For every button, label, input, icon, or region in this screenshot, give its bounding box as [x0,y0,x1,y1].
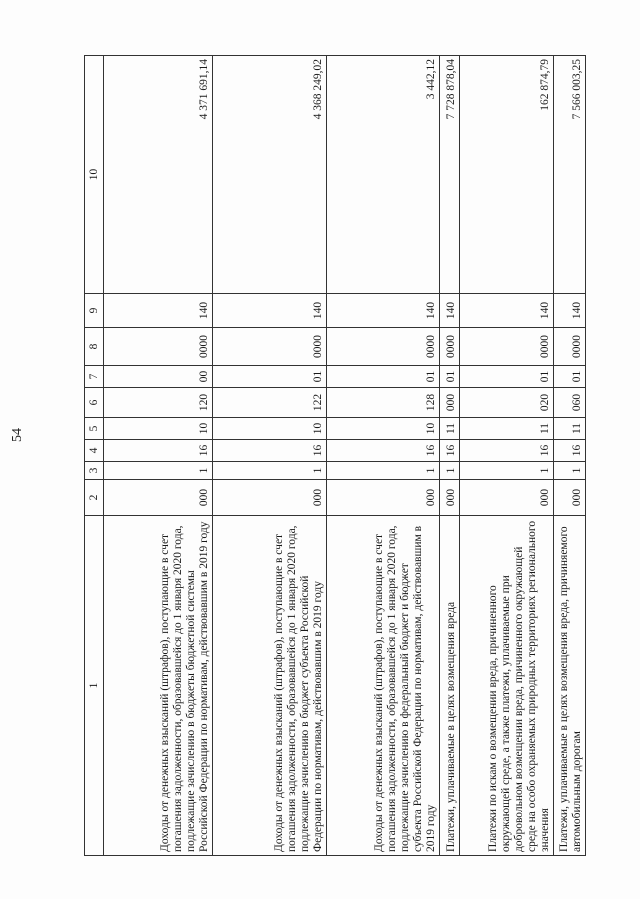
column-header: 1 [85,516,104,856]
code-group: 1 [327,462,440,480]
code-admin: 000 [460,480,554,516]
code-group: 1 [460,462,554,480]
code-subgroup: 16 [460,440,554,462]
row-amount: 4 371 691,14 [104,56,213,294]
page-number: 54 [10,428,25,442]
row-description: Доходы от денежных взысканий (штрафов), поступающие в счет погашения задолженности, образовавшейся до 1 января 2020 года, подлежащие зачислению в бюджет субъекта Российской Федерации по нормативам, действовавшим в 2019 году [213,516,327,856]
column-header: 2 [85,480,104,516]
row-amount: 3 442,12 [327,56,440,294]
code-kosgu: 140 [327,294,440,328]
code-program: 0000 [213,328,327,366]
row-amount: 4 368 249,02 [213,56,327,294]
table-row [460,56,554,856]
table-row [213,56,327,856]
row-description: Платежи, уплачиваемые в целях возмещения вреда [440,516,460,856]
column-header: 8 [85,328,104,366]
code-kosgu: 140 [554,294,586,328]
code-article: 10 [104,418,213,440]
code-element: 01 [440,366,460,388]
row-description: Платежи по искам о возмещении вреда, причиненного окружающей среде, а также платежи, уплачиваемые при добровольном возмещении вреда, причиненного окружающей среде на особо охраняемых природных территориях регионального значения [460,516,554,856]
row-description: Платежи, уплачиваемые в целях возмещения вреда, причиняемого автомобильным дорогам [554,516,586,856]
budget-revenue-table [84,55,586,856]
table-row [104,56,213,856]
code-subgroup: 16 [327,440,440,462]
code-group: 1 [440,462,460,480]
code-program: 0000 [460,328,554,366]
code-subgroup: 16 [213,440,327,462]
code-admin: 000 [327,480,440,516]
code-group: 1 [554,462,586,480]
table-row [554,56,586,856]
code-group: 1 [213,462,327,480]
code-subarticle: 122 [213,388,327,418]
code-kosgu: 140 [213,294,327,328]
code-program: 0000 [104,328,213,366]
code-group: 1 [104,462,213,480]
code-subarticle: 020 [460,388,554,418]
code-element: 01 [554,366,586,388]
code-program: 0000 [327,328,440,366]
code-subarticle: 000 [440,388,460,418]
code-element: 01 [213,366,327,388]
code-subarticle: 120 [104,388,213,418]
column-header: 10 [85,56,104,294]
budget-table-container [84,56,582,856]
code-article: 10 [327,418,440,440]
code-admin: 000 [554,480,586,516]
code-article: 11 [440,418,460,440]
column-header: 4 [85,440,104,462]
table-row [327,56,440,856]
row-description: Доходы от денежных взысканий (штрафов), поступающие в счет погашения задолженности, образовавшейся до 1 января 2020 года, подлежащие зачислению в бюджеты бюджетной системы Российской Федерации по нормативам, действовавшим в 2019 году [104,516,213,856]
column-header: 6 [85,388,104,418]
code-admin: 000 [440,480,460,516]
row-amount: 7 566 003,25 [554,56,586,294]
column-number-row [85,56,104,856]
table-row [440,56,460,856]
code-subgroup: 16 [554,440,586,462]
code-subgroup: 16 [440,440,460,462]
code-subarticle: 128 [327,388,440,418]
code-program: 0000 [440,328,460,366]
code-element: 01 [460,366,554,388]
code-kosgu: 140 [440,294,460,328]
code-article: 11 [554,418,586,440]
code-program: 0000 [554,328,586,366]
code-article: 11 [460,418,554,440]
code-subgroup: 16 [104,440,213,462]
row-description: Доходы от денежных взысканий (штрафов), поступающие в счет погашения задолженности, образовавшейся до 1 января 2020 года, подлежащие зачислению в федеральный бюджет и бюджет субъекта Российской Федерации по нормативам, действовавшим в 2019 году [327,516,440,856]
code-element: 00 [104,366,213,388]
column-header: 9 [85,294,104,328]
code-article: 10 [213,418,327,440]
column-header: 7 [85,366,104,388]
row-amount: 7 728 878,04 [440,56,460,294]
code-admin: 000 [213,480,327,516]
column-header: 3 [85,462,104,480]
code-admin: 000 [104,480,213,516]
column-header: 5 [85,418,104,440]
code-kosgu: 140 [104,294,213,328]
code-element: 01 [327,366,440,388]
code-kosgu: 140 [460,294,554,328]
row-amount: 162 874,79 [460,56,554,294]
code-subarticle: 060 [554,388,586,418]
